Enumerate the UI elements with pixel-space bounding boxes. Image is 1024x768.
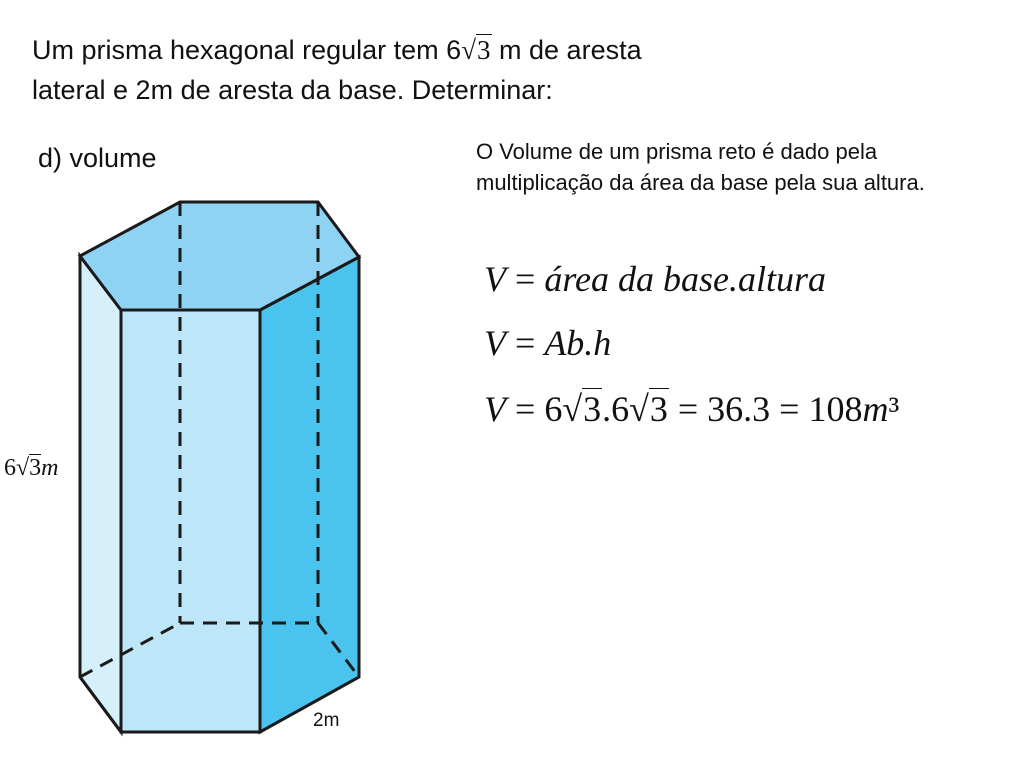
eq1-rhs: área da base.altura	[544, 259, 826, 299]
lateral-edge-label: 6√3m	[4, 455, 59, 481]
eq3-radicand1: 3	[583, 389, 602, 429]
eq3-lhs: V	[484, 389, 506, 429]
prism-front-face	[121, 310, 260, 732]
item-label: d) volume	[38, 143, 157, 173]
eq2-rhs: Ab.h	[544, 323, 612, 363]
equation-1	[484, 258, 826, 300]
prism-right-face	[260, 257, 359, 732]
eq3-coef2: 6	[611, 389, 630, 429]
equation-3: V = 6√3.6√3 = 36.3 = 108m³	[484, 389, 900, 429]
eq3-op2: =	[668, 389, 708, 429]
eq1-op: =	[506, 259, 545, 299]
title-line1-rest: m de aresta	[491, 35, 642, 65]
sqrt-radicand: 3	[477, 35, 491, 65]
eq2-op: =	[506, 323, 545, 363]
eq3-mid: 36.3	[707, 389, 771, 429]
eq3-op3: =	[770, 389, 809, 429]
eq3-result: 108	[808, 389, 863, 429]
eq3-dot: .	[602, 389, 612, 429]
title-line1-text: Um prisma hexagonal regular tem 6	[32, 35, 462, 65]
problem-statement	[32, 30, 832, 110]
eq1-lhs: V	[484, 259, 506, 299]
eq3-unit: m	[862, 389, 889, 429]
eq3-op1: =	[506, 389, 545, 429]
explanation-text: O Volume de um prisma reto é dado pela multiplicação da área da base pela sua altura.	[476, 139, 925, 195]
sqrt-expression: √3	[461, 35, 491, 65]
eq3-unit-exp: ³	[888, 389, 900, 429]
lateral-radicand: 3	[29, 455, 42, 481]
eq2-lhs: V	[484, 323, 506, 363]
prism-left-face	[80, 256, 121, 732]
eq3-radicand2: 3	[649, 389, 668, 429]
equation-2	[484, 322, 611, 364]
lateral-coef: 6	[4, 455, 16, 481]
lateral-unit: m	[41, 455, 59, 481]
title-line2-text: lateral e 2m de aresta da base. Determinar:	[32, 75, 553, 105]
base-edge-label: 2m	[313, 710, 340, 731]
eq3-coef1: 6	[544, 389, 563, 429]
